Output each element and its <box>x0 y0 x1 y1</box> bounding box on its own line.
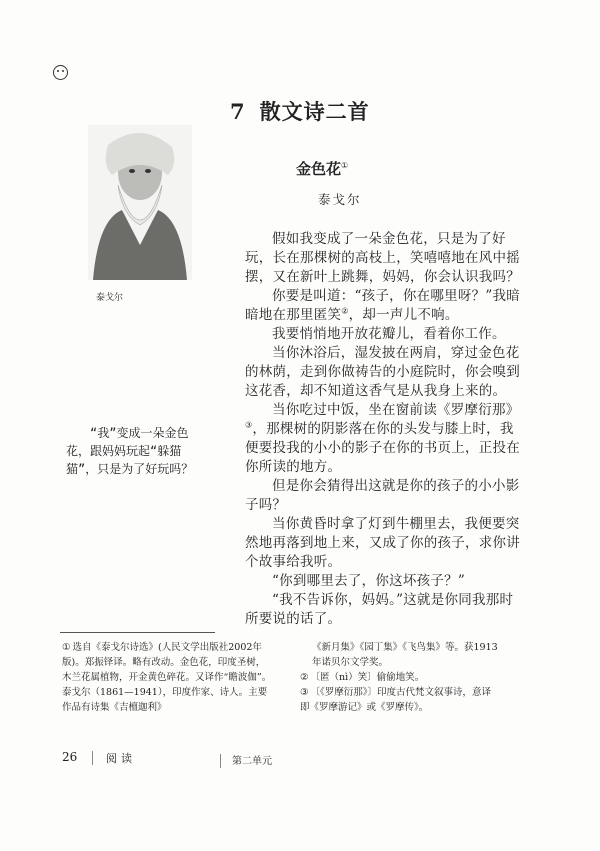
footer-divider <box>220 754 221 768</box>
side-note: “我”变成一朵金色花，跟妈妈玩起“躲猫猫”，只是为了好玩吗？ <box>66 426 194 476</box>
lesson-title <box>230 96 370 126</box>
lesson-number: 7 <box>230 99 246 124</box>
lesson-title-text: 散文诗二首 <box>259 99 370 124</box>
paragraph: 但是你会猜得出这就是你的孩子的小小影子吗？ <box>245 478 520 513</box>
footnote-2: ② 〔匿（nì）笑〕偷偷地笑。 <box>300 672 425 683</box>
smiley-icon <box>53 65 68 80</box>
poem-body <box>245 230 527 629</box>
poem-author: 泰戈尔 <box>318 192 362 207</box>
paragraph: 你要是叫道：“孩子，你在哪里呀？”我暗暗地在那里匿笑②，却一声儿不响。 <box>245 288 521 323</box>
footnote-1 <box>62 640 272 715</box>
paragraph: 当你吃过中饭，坐在窗前读《罗摩衍那》③，那棵树的阴影落在你的头发与膝上时，我便要投我的小小的影子在你的书页上，正投在你所读的地方。 <box>245 402 520 475</box>
footnote-3: ③ 〔《罗摩衍那》〕印度古代梵文叙事诗，意译即《罗摩游记》或《罗摩传》。 <box>300 687 492 713</box>
poem-title-text: 金色花 <box>296 160 342 178</box>
poem-title <box>296 158 348 179</box>
footnote-text: 选自《泰戈尔诗选》(人民文学出版社2002年版)。郑振铎译。略有改动。金色花，印度圣树，木兰花属植物，开金黄色碎花。又译作“瞻波伽”。泰戈尔（1861—1941），印度作家、诗人。主要作品有诗集《吉檀迦利》 <box>62 642 272 713</box>
footnote-divider <box>60 632 215 633</box>
paragraph: “你到哪里去了，你这坏孩子？” <box>272 573 466 589</box>
paragraph: 我要悄悄地开放花瓣儿，看着你工作。 <box>272 326 506 342</box>
footer-section: 阅读 <box>106 752 136 765</box>
author-portrait <box>88 125 192 280</box>
paragraph: 当你沐浴后，湿发披在两肩，穿过金色花的林荫，走到你做祷告的小庭院时，你会嗅到这花香，却不知道这香气是从我身上来的。 <box>245 345 520 399</box>
footnote-1-continued: 《新月集》《园丁集》《飞鸟集》等。获1913年诺贝尔文学奖。 <box>312 642 498 668</box>
footnotes-column-2 <box>300 640 500 715</box>
paragraph: 假如我变成了一朵金色花，只是为了好玩，长在那棵树的高枝上，笑嘻嘻地在风中摇摆，又在新叶上跳舞，妈妈，你会认识我吗？ <box>245 231 520 285</box>
footnote-ref: ③ <box>245 420 253 430</box>
footnote-mark: ① <box>62 642 71 653</box>
footnote-ref: ② <box>341 306 349 316</box>
footer-unit: 第二单元 <box>232 756 272 767</box>
footnote-ref: ① <box>341 161 349 170</box>
paragraph: “我不告诉你，妈妈。”这就是你同我那时所要说的话了。 <box>245 592 514 627</box>
portrait-caption: 泰戈尔 <box>96 293 124 303</box>
paragraph: 当你黄昏时拿了灯到牛棚里去，我便要突然地再落到地上来，又成了你的孩子，求你讲个故事给我听。 <box>245 516 520 570</box>
page-number: 26 <box>62 750 78 764</box>
footer-divider <box>92 751 93 765</box>
